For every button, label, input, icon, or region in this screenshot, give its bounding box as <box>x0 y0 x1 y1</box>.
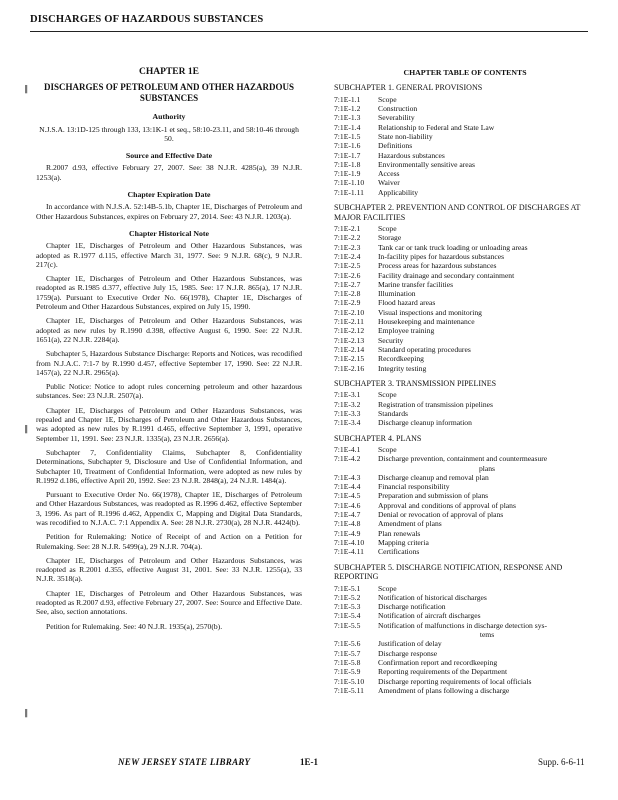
section-title <box>378 454 596 473</box>
section-title-text: Standards <box>378 408 408 418</box>
section-number: 7:1E-1.11 <box>334 187 364 197</box>
toc-entry <box>334 547 596 556</box>
section-title-text: Applicability <box>378 187 419 197</box>
section-title <box>378 547 596 556</box>
section-number: 7:1E-2.1 <box>334 224 361 234</box>
section-title <box>378 639 596 648</box>
section-number: 7:1E-4.3 <box>334 472 361 482</box>
section-title <box>378 188 596 197</box>
section-number: 7:1E-4.8 <box>334 519 361 529</box>
section-title <box>378 418 596 427</box>
section-title <box>378 308 596 317</box>
toc-entry <box>334 400 596 409</box>
toc-entry <box>334 390 596 399</box>
section-number: 7:1E-5.8 <box>334 657 361 667</box>
history-paragraph: Petition for Rulemaking. See: 40 N.J.R. 1935(a), 2570(b). <box>46 621 223 631</box>
section-title <box>378 271 596 280</box>
section-number: 7:1E-2.3 <box>334 242 361 252</box>
toc-entry <box>334 445 596 454</box>
section-number: 7:1E-2.6 <box>334 270 361 280</box>
section-number: 7:1E-5.9 <box>334 667 361 677</box>
section-title-text: Financial responsibility <box>378 482 450 492</box>
toc-entry <box>334 611 596 620</box>
section-number: 7:1E-1.8 <box>334 159 361 169</box>
section-title <box>378 611 596 620</box>
section-number: 7:1E-5.10 <box>334 676 365 686</box>
toc-entry <box>334 169 596 178</box>
running-header <box>30 14 588 25</box>
toc-entry <box>334 473 596 482</box>
section-number: 7:1E-1.6 <box>334 141 361 151</box>
section-number: 7:1E-5.7 <box>334 648 361 658</box>
section-title <box>378 123 596 132</box>
section-number: 7:1E-2.15 <box>334 354 365 364</box>
section-number: 7:1E-4.9 <box>334 528 361 538</box>
section-title <box>378 519 596 528</box>
section-number: 7:1E-5.6 <box>334 639 361 649</box>
section-title-text: Plan renewals <box>378 528 421 538</box>
table-of-contents <box>334 68 596 695</box>
history-paragraph: Chapter 1E, Discharges of Petroleum and Other Hazardous Substances, was readopted as R.2001 d.355, effective August 31, 2001. See: 33 N.J.R. 1255(a), 33 N.J.R. 3518(a). <box>36 555 302 584</box>
source-text: R.2007 d.93, effective February 27, 2007. See: 38 N.J.R. 4285(a), 39 N.J.R. 1253(a). <box>36 163 302 182</box>
section-title <box>378 602 596 611</box>
toc-entry <box>334 298 596 307</box>
toc-entry <box>334 123 596 132</box>
toc-entry <box>334 178 596 187</box>
section-title <box>378 677 596 686</box>
section-title-text: Discharge cleanup information <box>378 418 472 428</box>
section-title <box>378 445 596 454</box>
section-title-text: Waiver <box>378 178 400 188</box>
source-heading: Source and Effective Date <box>125 151 213 161</box>
chapter-title: DISCHARGES OF PETROLEUM AND OTHER HAZARDOUS SUBSTANCES <box>44 82 294 104</box>
section-number: 7:1E-5.3 <box>334 602 361 612</box>
section-title-text: In-facility pipes for hazardous substances <box>378 251 505 261</box>
section-title-text: Justification of delay <box>378 639 442 649</box>
section-number: 7:1E-2.14 <box>334 344 365 354</box>
toc-entry <box>334 593 596 602</box>
section-title <box>378 482 596 491</box>
history-paragraph: Public Notice: Notice to adopt rules concerning petroleum and other hazardous substances. See: 23 N.J.R. 2507(a). <box>36 382 302 401</box>
section-title <box>378 354 596 363</box>
section-title-text: Denial or revocation of approval of plans <box>378 510 504 520</box>
subchapter-heading: SUBCHAPTER 5. DISCHARGE NOTIFICATION, RESPONSE AND REPORTING <box>334 562 563 582</box>
section-number: 7:1E-2.16 <box>334 363 365 373</box>
section-number: 7:1E-5.5 <box>334 620 361 630</box>
section-title-text: Discharge reporting requirements of local officials <box>378 676 532 686</box>
section-number: 7:1E-4.4 <box>334 482 361 492</box>
authority-text: N.J.S.A. 13:1D-125 through 133, 13:1K-1 et seq., 58:10-23.11, and 58:10-46 through 50. <box>39 124 299 143</box>
section-number: 7:1E-5.4 <box>334 611 361 621</box>
section-title <box>378 178 596 187</box>
subchapter-heading: SUBCHAPTER 3. TRANSMISSION PIPELINES <box>334 378 497 388</box>
section-title-text: Notification of historical discharges <box>378 592 487 602</box>
section-title-text: Scope <box>378 94 397 104</box>
toc-entry <box>334 104 596 113</box>
toc-entry <box>334 491 596 500</box>
section-title <box>378 529 596 538</box>
page-footer <box>0 755 618 775</box>
section-title <box>378 243 596 252</box>
section-title-text: Employee training <box>378 326 435 336</box>
toc-entry <box>334 354 596 363</box>
toc-title: CHAPTER TABLE OF CONTENTS <box>403 68 527 77</box>
toc-entry <box>334 667 596 676</box>
section-number: 7:1E-2.12 <box>334 326 365 336</box>
toc-entry <box>334 95 596 104</box>
toc-entry <box>334 677 596 686</box>
toc-entry <box>334 280 596 289</box>
section-title-text: Environmentally sensitive areas <box>378 159 476 169</box>
section-number: 7:1E-1.5 <box>334 131 361 141</box>
section-title-text: Scope <box>378 445 397 454</box>
toc-entry <box>334 584 596 593</box>
section-title-text: Scope <box>378 583 397 593</box>
history-paragraph: Chapter 1E, Discharges of Petroleum and Other Hazardous Substances, was adopted as R.1977 d.115, effective March 31, 1977. See: 9 N.J.R. 68(c), 9 N.J.R. 217(c). <box>36 241 302 269</box>
toc-entry <box>334 529 596 538</box>
section-title-text: Notification of aircraft discharges <box>378 611 481 621</box>
history-paragraph: Chapter 1E, Discharges of Petroleum and Other Hazardous Substances, was repealed and Chapter 1E, Discharges of Petroleum and Other Hazardous Substances, was adopted as new rules by R.1991 d.465, effective September 3, 1991, operative September 11, 1991. See: 23 N.J.R. 1335(a), 23 N.J.R. 2656(a). <box>36 405 302 443</box>
toc-body <box>334 83 596 695</box>
section-title <box>378 298 596 307</box>
section-number: 7:1E-1.9 <box>334 169 361 179</box>
section-number: 7:1E-1.10 <box>334 178 365 188</box>
section-title-text: Confirmation report and recordkeeping <box>378 657 498 667</box>
section-title <box>378 280 596 289</box>
toc-entry <box>334 160 596 169</box>
section-number: 7:1E-5.2 <box>334 592 361 602</box>
section-title <box>378 224 596 233</box>
section-title <box>378 473 596 482</box>
history-paragraph: Chapter 1E, Discharges of Petroleum and Other Hazardous Substances, was adopted as new rules by R.1990 d.398, effective August 6, 1990. See: 22 N.J.R. 1651(a), 22 N.J.R. 2284(a). <box>36 316 302 344</box>
header-rule <box>30 31 588 32</box>
toc-entry <box>334 345 596 354</box>
toc-entry <box>334 336 596 345</box>
section-title <box>378 151 596 160</box>
section-title-text: Notification of malfunctions in discharge detection sys- <box>378 620 547 630</box>
section-title-text: Hazardous substances <box>378 150 445 160</box>
section-title-text: Mapping criteria <box>378 537 429 547</box>
section-title-text: Registration of transmission pipelines <box>378 399 493 409</box>
toc-entry <box>334 409 596 418</box>
section-number: 7:1E-2.2 <box>334 233 361 243</box>
section-title-text: Housekeeping and maintenance <box>378 317 475 327</box>
section-number: 7:1E-2.11 <box>334 317 364 327</box>
toc-entry <box>334 224 596 233</box>
section-title <box>378 538 596 547</box>
section-title <box>378 491 596 500</box>
section-number: 7:1E-3.1 <box>334 390 361 400</box>
section-number: 7:1E-1.3 <box>334 113 361 123</box>
section-title <box>378 326 596 335</box>
toc-entry <box>334 243 596 252</box>
toc-entry <box>334 113 596 122</box>
section-title <box>378 289 596 298</box>
section-number: 7:1E-4.1 <box>334 445 361 454</box>
section-number: 7:1E-4.5 <box>334 491 361 501</box>
section-title-text: Process areas for hazardous substances <box>378 261 497 271</box>
toc-entry <box>334 602 596 611</box>
history-paragraph: Chapter 1E, Discharges of Petroleum and Other Hazardous Substances, was readopted as R.2007 d.93, effective February 27, 2007. See: Source and Effective Date. See, also, section annotations. <box>36 588 302 617</box>
section-number: 7:1E-3.4 <box>334 418 361 428</box>
section-number: 7:1E-2.9 <box>334 298 361 308</box>
section-title-text: Facility drainage and secondary containment <box>378 270 515 280</box>
toc-entry <box>334 271 596 280</box>
section-title-continuation: tems <box>479 630 495 640</box>
history-paragraph: Subchapter 7, Confidentiality Claims, Subchapter 8, Confidentiality Determinations, Subchapter 9, Disclosure and Use of Confidential Information, and Subchapter 10, Treatment of Confidential Information, were adopted as new rules by R.1992 d.186, effective April 20, 1992. See: 23 N.J.R. 2848(a), 24 N.J.R. 1484(a). <box>36 447 302 485</box>
section-number: 7:1E-1.4 <box>334 122 361 132</box>
section-title-text: Access <box>378 169 400 179</box>
expiration-heading: Chapter Expiration Date <box>127 190 211 200</box>
section-number: 7:1E-4.2 <box>334 454 361 464</box>
section-title <box>378 501 596 510</box>
section-title <box>378 95 596 104</box>
library-stamp: NEW JERSEY STATE LIBRARY <box>118 757 251 767</box>
subchapter-heading: SUBCHAPTER 2. PREVENTION AND CONTROL OF DISCHARGES AT MAJOR FACILITIES <box>334 203 581 222</box>
section-number: 7:1E-2.13 <box>334 335 365 345</box>
section-number: 7:1E-1.7 <box>334 150 361 160</box>
section-title <box>378 593 596 602</box>
toc-entry <box>334 510 596 519</box>
left-column <box>36 68 302 636</box>
section-title-text: Scope <box>378 390 397 400</box>
toc-entry <box>334 454 596 473</box>
section-title-text: Integrity testing <box>378 363 427 373</box>
section-title <box>378 510 596 519</box>
section-title <box>378 104 596 113</box>
chapter-label: CHAPTER 1E <box>139 67 199 77</box>
section-number: 7:1E-2.7 <box>334 279 361 289</box>
section-number: 7:1E-4.10 <box>334 537 365 547</box>
history-heading: Chapter Historical Note <box>129 228 209 238</box>
toc-entry <box>334 418 596 427</box>
running-title: DISCHARGES OF HAZARDOUS SUBSTANCES <box>30 14 264 25</box>
section-title-text: Definitions <box>378 141 413 151</box>
toc-entry <box>334 188 596 197</box>
binder-hole-mark: ╹ <box>22 427 31 442</box>
toc-entry <box>334 233 596 242</box>
toc-entry <box>334 326 596 335</box>
subchapter-heading: SUBCHAPTER 1. GENERAL PROVISIONS <box>334 83 483 93</box>
toc-entry <box>334 252 596 261</box>
supplement-date: Supp. 6-6-11 <box>538 757 585 767</box>
toc-entry <box>334 132 596 141</box>
section-title <box>378 233 596 242</box>
section-title <box>378 409 596 418</box>
section-title-text: Relationship to Federal and State Law <box>378 122 495 132</box>
section-title-text: Marine transfer facilities <box>378 279 454 289</box>
history-paragraph: Chapter 1E, Discharges of Petroleum and Other Hazardous Substances, was readopted as R.1985 d.377, effective July 15, 1985. See: 17 N.J.R. 865(a), 17 N.J.R. 1759(a). Pursuant to Executive Order No. 66(1978), Chapter 1E, Discharges of Petroleum and Other Hazardous Substances, expired on July 15, 1990. <box>36 274 302 312</box>
section-number: 7:1E-4.11 <box>334 547 364 557</box>
section-number: 7:1E-3.3 <box>334 408 361 418</box>
section-title-text: Tank car or tank truck loading or unloading areas <box>378 242 528 252</box>
section-title-text: Flood hazard areas <box>378 298 436 308</box>
toc-entry <box>334 261 596 270</box>
section-number: 7:1E-5.11 <box>334 685 364 695</box>
section-title-text: Standard operating procedures <box>378 344 471 354</box>
section-title <box>378 658 596 667</box>
history-paragraph: Pursuant to Executive Order No. 66(1978), Chapter 1E, Discharges of Petroleum and Other Hazardous Substances, was readopted as R.1996 d.462, effective September 3, 1996. As part of R.1996 d.462, Appendix C, Mapping and Digital Data Standards, was recodified to N.J.A.C. 7:1 Appendix A. See: 28 N.J.R. 2730(a), 28 N.J.R. 4424(b). <box>36 490 302 527</box>
binder-hole-mark: ╹ <box>22 87 31 102</box>
authority-heading: Authority <box>152 112 186 122</box>
section-number: 7:1E-4.6 <box>334 500 361 510</box>
section-title <box>378 141 596 150</box>
section-title <box>378 169 596 178</box>
toc-entry <box>334 501 596 510</box>
section-title-text: Discharge notification <box>378 602 446 612</box>
section-number: 7:1E-2.8 <box>334 289 361 299</box>
section-title <box>378 686 596 695</box>
toc-entry <box>334 538 596 547</box>
section-title-text: Certifications <box>378 547 420 557</box>
section-title <box>378 584 596 593</box>
section-title <box>378 160 596 169</box>
section-title-text: Approval and conditions of approval of plans <box>378 500 516 510</box>
section-title <box>378 252 596 261</box>
toc-entry <box>334 308 596 317</box>
section-title-text: Discharge response <box>378 648 438 658</box>
toc-entry <box>334 364 596 373</box>
section-title-text: Preparation and submission of plans <box>378 491 489 501</box>
section-number: 7:1E-3.2 <box>334 399 361 409</box>
section-number: 7:1E-5.1 <box>334 583 361 593</box>
section-title-text: Amendment of plans <box>378 519 442 529</box>
page-number: 1E-1 <box>300 757 318 767</box>
section-title-text: Storage <box>378 233 402 243</box>
toc-entry <box>334 649 596 658</box>
section-number: 7:1E-2.5 <box>334 261 361 271</box>
section-title-text: Construction <box>378 104 418 114</box>
section-title <box>378 390 596 399</box>
section-title <box>378 113 596 122</box>
section-number: 7:1E-4.7 <box>334 510 361 520</box>
section-title <box>378 400 596 409</box>
section-title-text: Reporting requirements of the Department <box>378 667 508 677</box>
toc-entry <box>334 482 596 491</box>
toc-entry <box>334 686 596 695</box>
section-title <box>378 317 596 326</box>
toc-entry <box>334 317 596 326</box>
section-title-text: Severability <box>378 113 415 123</box>
toc-entry <box>334 658 596 667</box>
section-title-text: Discharge prevention, containment and countermeasure <box>378 454 548 464</box>
section-title <box>378 649 596 658</box>
section-title-text: Scope <box>378 224 397 234</box>
section-title-continuation: plans <box>478 463 496 473</box>
section-title-text: Recordkeeping <box>378 354 424 364</box>
section-title-text: Illumination <box>378 289 416 299</box>
subchapter-heading: SUBCHAPTER 4. PLANS <box>334 433 422 443</box>
section-title-text: Visual inspections and monitoring <box>378 307 482 317</box>
section-title <box>378 345 596 354</box>
history-paragraph: Petition for Rulemaking: Notice of Receipt of and Action on a Petition for Rulemaking. See: 28 N.J.R. 5499(a), 29 N.J.R. 704(a). <box>36 532 302 551</box>
section-number: 7:1E-1.2 <box>334 104 361 114</box>
binder-hole-mark: ╹ <box>22 711 31 726</box>
section-title <box>378 621 596 640</box>
section-title <box>378 132 596 141</box>
section-title-text: Security <box>378 335 404 345</box>
toc-entry <box>334 289 596 298</box>
section-title <box>378 667 596 676</box>
toc-entry <box>334 141 596 150</box>
section-number: 7:1E-2.4 <box>334 251 361 261</box>
section-number: 7:1E-1.1 <box>334 94 361 104</box>
section-title-text: Amendment of plans following a discharge <box>378 685 510 695</box>
section-title <box>378 364 596 373</box>
toc-entry <box>334 151 596 160</box>
section-title <box>378 261 596 270</box>
section-title <box>378 336 596 345</box>
section-title-text: Discharge cleanup and removal plan <box>378 472 489 482</box>
section-title-text: State non-liability <box>378 131 433 141</box>
history-paragraph: Subchapter 5, Hazardous Substance Discharge: Reports and Notices, was recodified from N.J.A.C. 7:1-7 by R.1990 d.457, effective September 17, 1990. See: 22 N.J.R. 1457(a), 22 N.J.R. 2965(a). <box>36 349 302 377</box>
section-number: 7:1E-2.10 <box>334 307 365 317</box>
expiration-text: In accordance with N.J.S.A. 52:14B-5.1b, Chapter 1E, Discharges of Petroleum and Other Hazardous Substances, expires on February 27, 2014. See: 43 N.J.R. 1203(a). <box>36 202 302 221</box>
toc-entry <box>334 519 596 528</box>
toc-entry <box>334 639 596 648</box>
toc-entry <box>334 621 596 640</box>
